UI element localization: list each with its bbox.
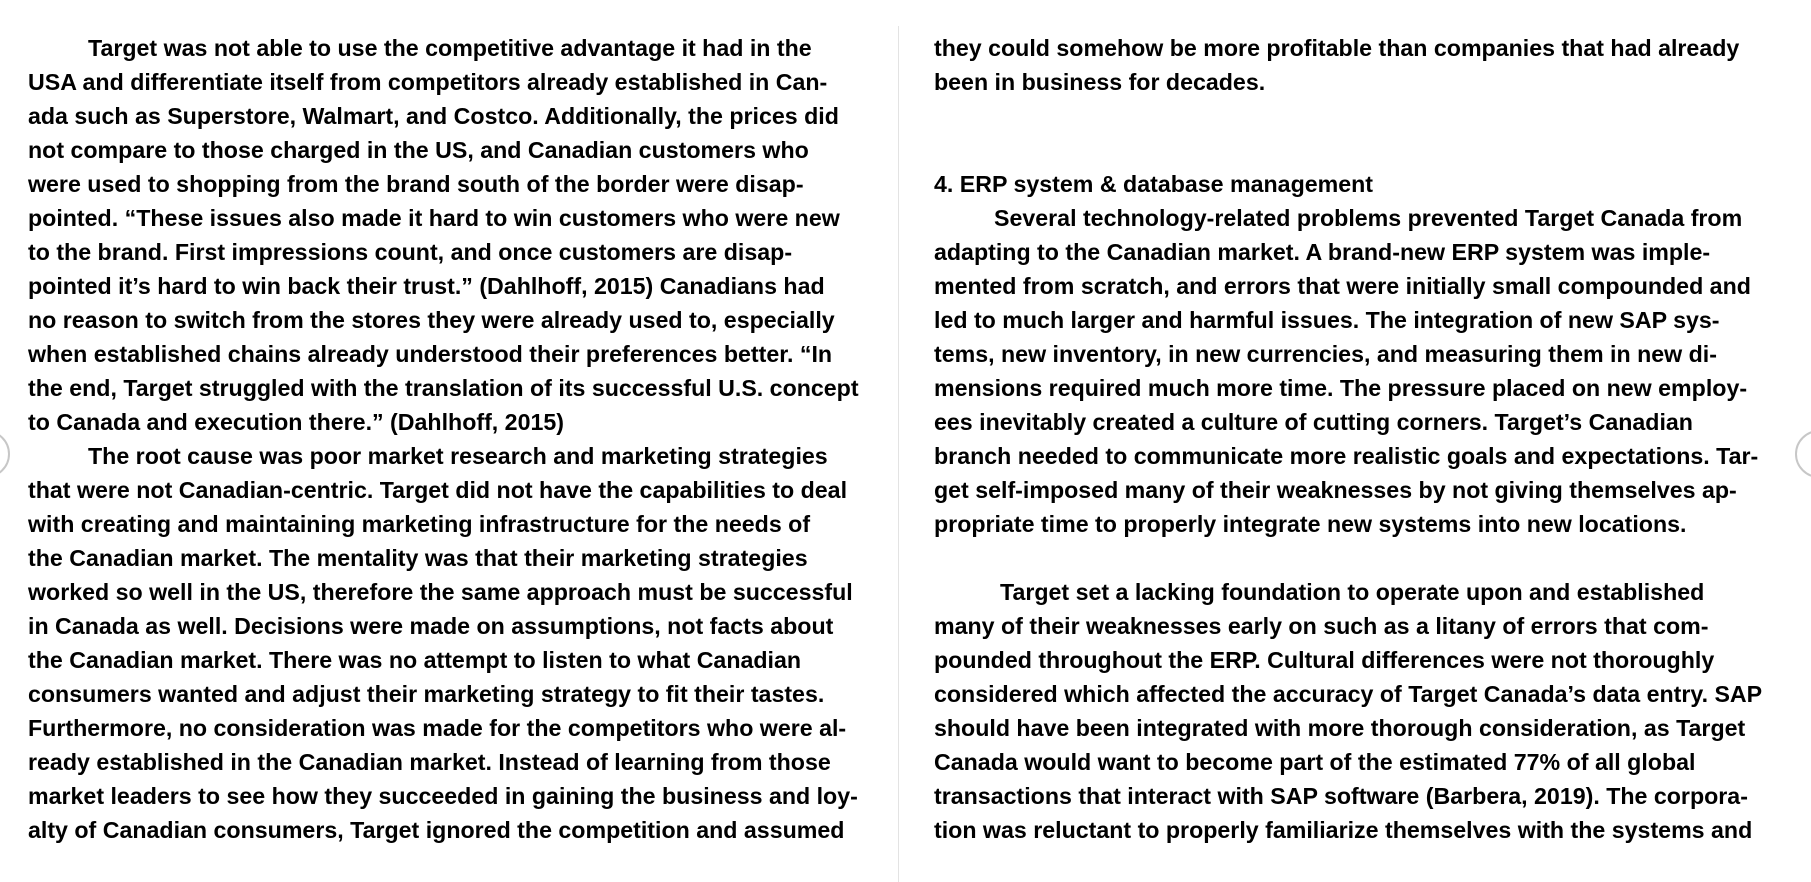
left-column <box>28 31 859 847</box>
text-line: to the brand. First impressions count, and once customers are disap- <box>28 239 793 265</box>
text-line: with creating and maintaining marketing infrastructure for the needs of <box>28 511 811 537</box>
text-line: pounded throughout the ERP. Cultural differences were not thoroughly <box>934 647 1715 673</box>
text-line: Canada would want to become part of the estimated 77% of all global <box>934 749 1696 775</box>
text-line: the end, Target struggled with the translation of its successful U.S. concept <box>28 375 859 401</box>
text-line: mensions required much more time. The pressure placed on new employ- <box>934 375 1748 401</box>
blank-line <box>934 99 1762 133</box>
column-divider <box>898 26 899 882</box>
text-line: many of their weaknesses early on such as a litany of errors that com- <box>934 613 1709 639</box>
text-line: tems, new inventory, in new currencies, and measuring them in new di- <box>934 341 1717 367</box>
text-line: should have been integrated with more thorough consideration, as Target <box>934 715 1746 741</box>
text-line: pointed. “These issues also made it hard to win customers who were new <box>28 205 840 231</box>
right-column <box>934 31 1762 847</box>
text-line: get self-imposed many of their weaknesses by not giving themselves ap- <box>934 477 1737 503</box>
text-line: Furthermore, no consideration was made for the competitors who were al- <box>28 715 847 741</box>
text-line: USA and differentiate itself from competitors already established in Can- <box>28 69 828 95</box>
text-line: no reason to switch from the stores they were already used to, especially <box>28 307 835 333</box>
text-line: consumers wanted and adjust their marketing strategy to fit their tastes. <box>28 681 825 707</box>
text-line: ready established in the Canadian market. Instead of learning from those <box>28 749 831 775</box>
text-line: Target was not able to use the competitive advantage it had in the <box>88 35 812 61</box>
text-line: not compare to those charged in the US, and Canadian customers who <box>28 137 809 163</box>
previous-page-button[interactable] <box>0 430 10 478</box>
text-line: adapting to the Canadian market. A brand-new ERP system was imple- <box>934 239 1711 265</box>
text-line: the Canadian market. The mentality was that their marketing strategies <box>28 545 808 571</box>
blank-line <box>934 541 1762 575</box>
text-line: The root cause was poor market research and marketing strategies <box>88 443 828 469</box>
text-line: transactions that interact with SAP software (Barbera, 2019). The corpora- <box>934 783 1748 809</box>
text-line: to Canada and execution there.” (Dahlhoff, 2015) <box>28 409 564 435</box>
text-line: been in business for decades. <box>934 69 1266 95</box>
text-line: market leaders to see how they succeeded in gaining the business and loy- <box>28 783 858 809</box>
text-line: tion was reluctant to properly familiarize themselves with the systems and <box>934 817 1753 843</box>
text-line: were used to shopping from the brand south of the border were disap- <box>28 171 804 197</box>
text-line: Target set a lacking foundation to operate upon and established <box>1000 579 1705 605</box>
next-page-button[interactable] <box>1795 430 1811 478</box>
blank-line <box>934 133 1762 167</box>
text-line: mented from scratch, and errors that were initially small compounded and <box>934 273 1751 299</box>
text-line: pointed it’s hard to win back their trust.” (Dahlhoff, 2015) Canadians had <box>28 273 825 299</box>
text-line: ada such as Superstore, Walmart, and Costco. Additionally, the prices did <box>28 103 839 129</box>
text-line: the Canadian market. There was no attempt to listen to what Canadian <box>28 647 802 673</box>
text-line: considered which affected the accuracy of Target Canada’s data entry. SAP <box>934 681 1763 707</box>
text-line: led to much larger and harmful issues. The integration of new SAP sys- <box>934 307 1720 333</box>
section-heading: 4. ERP system & database management <box>934 171 1374 197</box>
text-line: propriate time to properly integrate new systems into new locations. <box>934 511 1687 537</box>
text-line: that were not Canadian-centric. Target did not have the capabilities to deal <box>28 477 848 503</box>
text-line: alty of Canadian consumers, Target ignored the competition and assumed <box>28 817 845 843</box>
text-line: ees inevitably created a culture of cutting corners. Target’s Canadian <box>934 409 1693 435</box>
text-line: when established chains already understood their preferences better. “In <box>28 341 833 367</box>
text-line: worked so well in the US, therefore the same approach must be successful <box>28 579 853 605</box>
text-line: Several technology-related problems prevented Target Canada from <box>994 205 1743 231</box>
text-line: they could somehow be more profitable than companies that had already <box>934 35 1740 61</box>
text-line: branch needed to communicate more realistic goals and expectations. Tar- <box>934 443 1759 469</box>
text-line: in Canada as well. Decisions were made on assumptions, not facts about <box>28 613 834 639</box>
